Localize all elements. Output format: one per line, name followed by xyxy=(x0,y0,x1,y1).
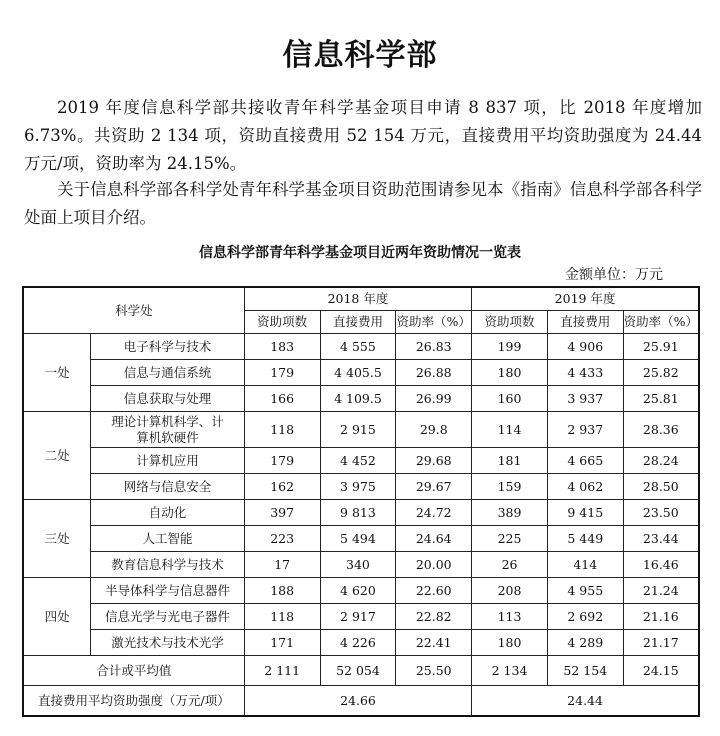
table-row xyxy=(23,630,699,656)
cost-2019: 2 937 xyxy=(547,412,623,448)
funding-table xyxy=(22,286,700,717)
rate-2019: 25.91 xyxy=(623,334,699,360)
cost-2018: 4 620 xyxy=(320,578,396,604)
header-cost-2019: 直接费用 xyxy=(547,311,623,334)
table-row xyxy=(23,412,699,448)
rate-2018: 29.67 xyxy=(396,474,472,500)
group-label: 四处 xyxy=(23,578,91,656)
header-count-2018: 资助项数 xyxy=(244,311,320,334)
count-2019: 113 xyxy=(472,604,548,630)
field-name: 教育信息科学与技术 xyxy=(91,552,245,578)
table-row xyxy=(23,360,699,386)
cost-2018: 4 452 xyxy=(320,448,396,474)
total-count-2018: 2 111 xyxy=(244,656,320,686)
field-name: 信息与通信系统 xyxy=(91,360,245,386)
field-name: 激光技术与技术光学 xyxy=(91,630,245,656)
total-rate-2018: 25.50 xyxy=(396,656,472,686)
cost-2018: 4 555 xyxy=(320,334,396,360)
rate-2018: 29.8 xyxy=(396,412,472,448)
table-row xyxy=(23,604,699,630)
cost-2019: 5 449 xyxy=(547,526,623,552)
intensity-2018: 24.66 xyxy=(244,686,471,717)
table-row xyxy=(23,474,699,500)
rate-2019: 23.50 xyxy=(623,500,699,526)
cost-2018: 2 917 xyxy=(320,604,396,630)
total-cost-2019: 52 154 xyxy=(547,656,623,686)
count-2018: 179 xyxy=(244,360,320,386)
count-2019: 208 xyxy=(472,578,548,604)
field-name: 人工智能 xyxy=(91,526,245,552)
field-name: 计算机应用 xyxy=(91,448,245,474)
header-rate-2018: 资助率（%） xyxy=(396,311,472,334)
group-label: 三处 xyxy=(23,500,91,578)
count-2019: 180 xyxy=(472,630,548,656)
rate-2018: 24.64 xyxy=(396,526,472,552)
field-name: 自动化 xyxy=(91,500,245,526)
rate-2018: 26.88 xyxy=(396,360,472,386)
summary-paragraph: 2019 年度信息科学部共接收青年科学基金项目申请 8 837 项，比 2018 年度增加 6.73%。共资助 2 134 项，资助直接费用 52 154 万元，直接费用平均资助强度为 24.44 万元/项，资助率为 24.15%。 xyxy=(24,98,702,173)
rate-2018: 22.82 xyxy=(396,604,472,630)
cost-2018: 4 109.5 xyxy=(320,386,396,412)
cost-2019: 4 665 xyxy=(547,448,623,474)
cost-2019: 3 937 xyxy=(547,386,623,412)
cost-2018: 2 915 xyxy=(320,412,396,448)
count-2018: 118 xyxy=(244,604,320,630)
count-2018: 118 xyxy=(244,412,320,448)
total-rate-2019: 24.15 xyxy=(623,656,699,686)
count-2019: 180 xyxy=(472,360,548,386)
count-2019: 159 xyxy=(472,474,548,500)
header-count-2019: 资助项数 xyxy=(472,311,548,334)
scope-paragraph: 关于信息科学部各科学处青年科学基金项目资助范围请参见本《指南》信息科学部各科学处面上项目介绍。 xyxy=(24,180,702,227)
table-row xyxy=(23,334,699,360)
header-cost-2018: 直接费用 xyxy=(320,311,396,334)
field-name: 信息光学与光电子器件 xyxy=(91,604,245,630)
rate-2018: 22.41 xyxy=(396,630,472,656)
table-row xyxy=(23,500,699,526)
table-unit: 金额单位：万元 xyxy=(565,267,663,283)
cost-2019: 4 955 xyxy=(547,578,623,604)
total-cost-2018: 52 054 xyxy=(320,656,396,686)
rate-2019: 23.44 xyxy=(623,526,699,552)
total-label: 合计或平均值 xyxy=(23,656,244,686)
rate-2018: 24.72 xyxy=(396,500,472,526)
field-name: 理论计算机科学、计算机软硬件 xyxy=(91,412,245,448)
count-2019: 199 xyxy=(472,334,548,360)
cost-2019: 9 415 xyxy=(547,500,623,526)
table-row xyxy=(23,552,699,578)
cost-2018: 340 xyxy=(320,552,396,578)
table-row xyxy=(23,578,699,604)
cost-2019: 4 289 xyxy=(547,630,623,656)
field-name: 信息获取与处理 xyxy=(91,386,245,412)
count-2018: 17 xyxy=(244,552,320,578)
count-2018: 188 xyxy=(244,578,320,604)
cost-2019: 4 062 xyxy=(547,474,623,500)
table-row xyxy=(23,386,699,412)
rate-2018: 20.00 xyxy=(396,552,472,578)
header-year-2018: 2018 年度 xyxy=(244,287,471,311)
cost-2018: 4 405.5 xyxy=(320,360,396,386)
count-2018: 162 xyxy=(244,474,320,500)
count-2018: 179 xyxy=(244,448,320,474)
cost-2018: 3 975 xyxy=(320,474,396,500)
rate-2019: 21.16 xyxy=(623,604,699,630)
rate-2018: 22.60 xyxy=(396,578,472,604)
field-name: 网络与信息安全 xyxy=(91,474,245,500)
rate-2019: 21.17 xyxy=(623,630,699,656)
intensity-label: 直接费用平均资助强度（万元/项） xyxy=(23,686,244,717)
cost-2019: 2 692 xyxy=(547,604,623,630)
count-2018: 166 xyxy=(244,386,320,412)
intensity-row xyxy=(23,686,699,717)
rate-2018: 26.99 xyxy=(396,386,472,412)
field-name: 电子科学与技术 xyxy=(91,334,245,360)
count-2018: 397 xyxy=(244,500,320,526)
cost-2019: 4 906 xyxy=(547,334,623,360)
cost-2019: 414 xyxy=(547,552,623,578)
rate-2019: 25.81 xyxy=(623,386,699,412)
header-year-2019: 2019 年度 xyxy=(472,287,699,311)
rate-2019: 28.50 xyxy=(623,474,699,500)
rate-2019: 28.24 xyxy=(623,448,699,474)
rate-2019: 25.82 xyxy=(623,360,699,386)
rate-2019: 21.24 xyxy=(623,578,699,604)
table-title: 信息科学部青年科学基金项目近两年资助情况一览表 xyxy=(199,245,521,261)
count-2018: 223 xyxy=(244,526,320,552)
rate-2019: 28.36 xyxy=(623,412,699,448)
rate-2018: 26.83 xyxy=(396,334,472,360)
group-label: 一处 xyxy=(23,334,91,412)
count-2019: 160 xyxy=(472,386,548,412)
cost-2018: 4 226 xyxy=(320,630,396,656)
count-2019: 389 xyxy=(472,500,548,526)
count-2019: 181 xyxy=(472,448,548,474)
intensity-2019: 24.44 xyxy=(472,686,699,717)
page-title: 信息科学部 xyxy=(282,38,438,73)
table-row xyxy=(23,526,699,552)
count-2019: 114 xyxy=(472,412,548,448)
count-2019: 225 xyxy=(472,526,548,552)
group-label: 二处 xyxy=(23,412,91,500)
rate-2018: 29.68 xyxy=(396,448,472,474)
count-2018: 183 xyxy=(244,334,320,360)
header-dept: 科学处 xyxy=(23,287,244,334)
cost-2018: 5 494 xyxy=(320,526,396,552)
rate-2019: 16.46 xyxy=(623,552,699,578)
cost-2018: 9 813 xyxy=(320,500,396,526)
table-row xyxy=(23,448,699,474)
count-2019: 26 xyxy=(472,552,548,578)
field-name: 半导体科学与信息器件 xyxy=(91,578,245,604)
total-row xyxy=(23,656,699,686)
count-2018: 171 xyxy=(244,630,320,656)
header-rate-2019: 资助率（%） xyxy=(623,311,699,334)
total-count-2019: 2 134 xyxy=(472,656,548,686)
cost-2019: 4 433 xyxy=(547,360,623,386)
